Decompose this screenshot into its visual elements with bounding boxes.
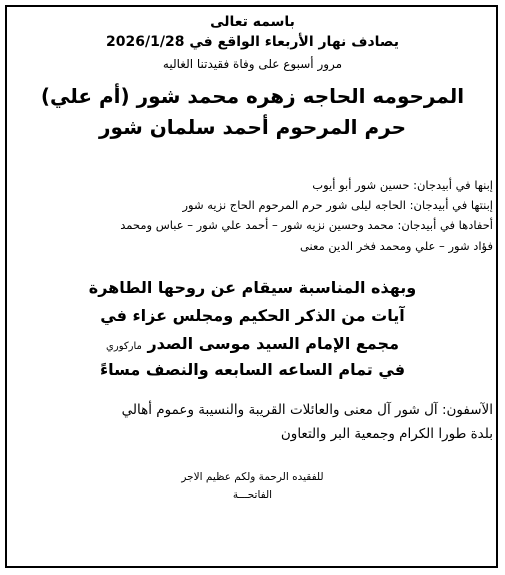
occasion-line-4: في تمام الساعه السابعه والنصف مساءً [99, 360, 406, 379]
venue-name: مجمع الإمام السيد موسى الصدر [147, 334, 399, 353]
grandchildren-line-2: فؤاد شور – علي ومحمد فخر الدين معنى [299, 239, 493, 253]
deceased-name: المرحومه الحاجه زهره محمد شور (أم علي) [40, 84, 465, 108]
deceased-spouse: حرم المرحوم أحمد سلمان شور [99, 115, 406, 139]
son-line: إبنها في أبيدجان: حسين شور أبو أيوب [312, 178, 493, 192]
occasion-line-2: آيات من الذكر الحكيم ومجلس عزاء في [100, 306, 405, 325]
closing-line-1: للفقيده الرحمة ولكم عظيم الاجر [181, 471, 324, 483]
venue-area: ماركوري [106, 341, 142, 352]
closing-line-2: الفاتحـــة [232, 489, 273, 501]
occasion-line-1: وبهذه المناسبة سيقام عن روحها الطاهرة [88, 278, 417, 297]
occasion-line-3 [12, 336, 493, 352]
week-line: مرور أسبوع على وفاة فقيدتنا الغاليه [162, 57, 343, 71]
date-line: يصادف نهار الأربعاء الواقع في 2026/1/28 [106, 34, 399, 50]
mourners-line-2: بلدة طورا الكرام وجمعية البر والتعاون [280, 426, 493, 442]
mourners-line-1: الآسفون: آل شور آل معنى والعائلات القريبة والنسيبة وعموم أهالي [121, 402, 493, 418]
daughter-line: إبنتها في أبيدجان: الحاجه ليلى شور حرم المرحوم الحاج نزيه شور [182, 198, 493, 212]
opening-phrase: باسمه تعالى [210, 14, 295, 30]
grandchildren-line-1: أحفادها في أبيدجان: محمد وحسين نزيه شور – أحمد علي شور – عباس ومحمد [120, 218, 493, 232]
